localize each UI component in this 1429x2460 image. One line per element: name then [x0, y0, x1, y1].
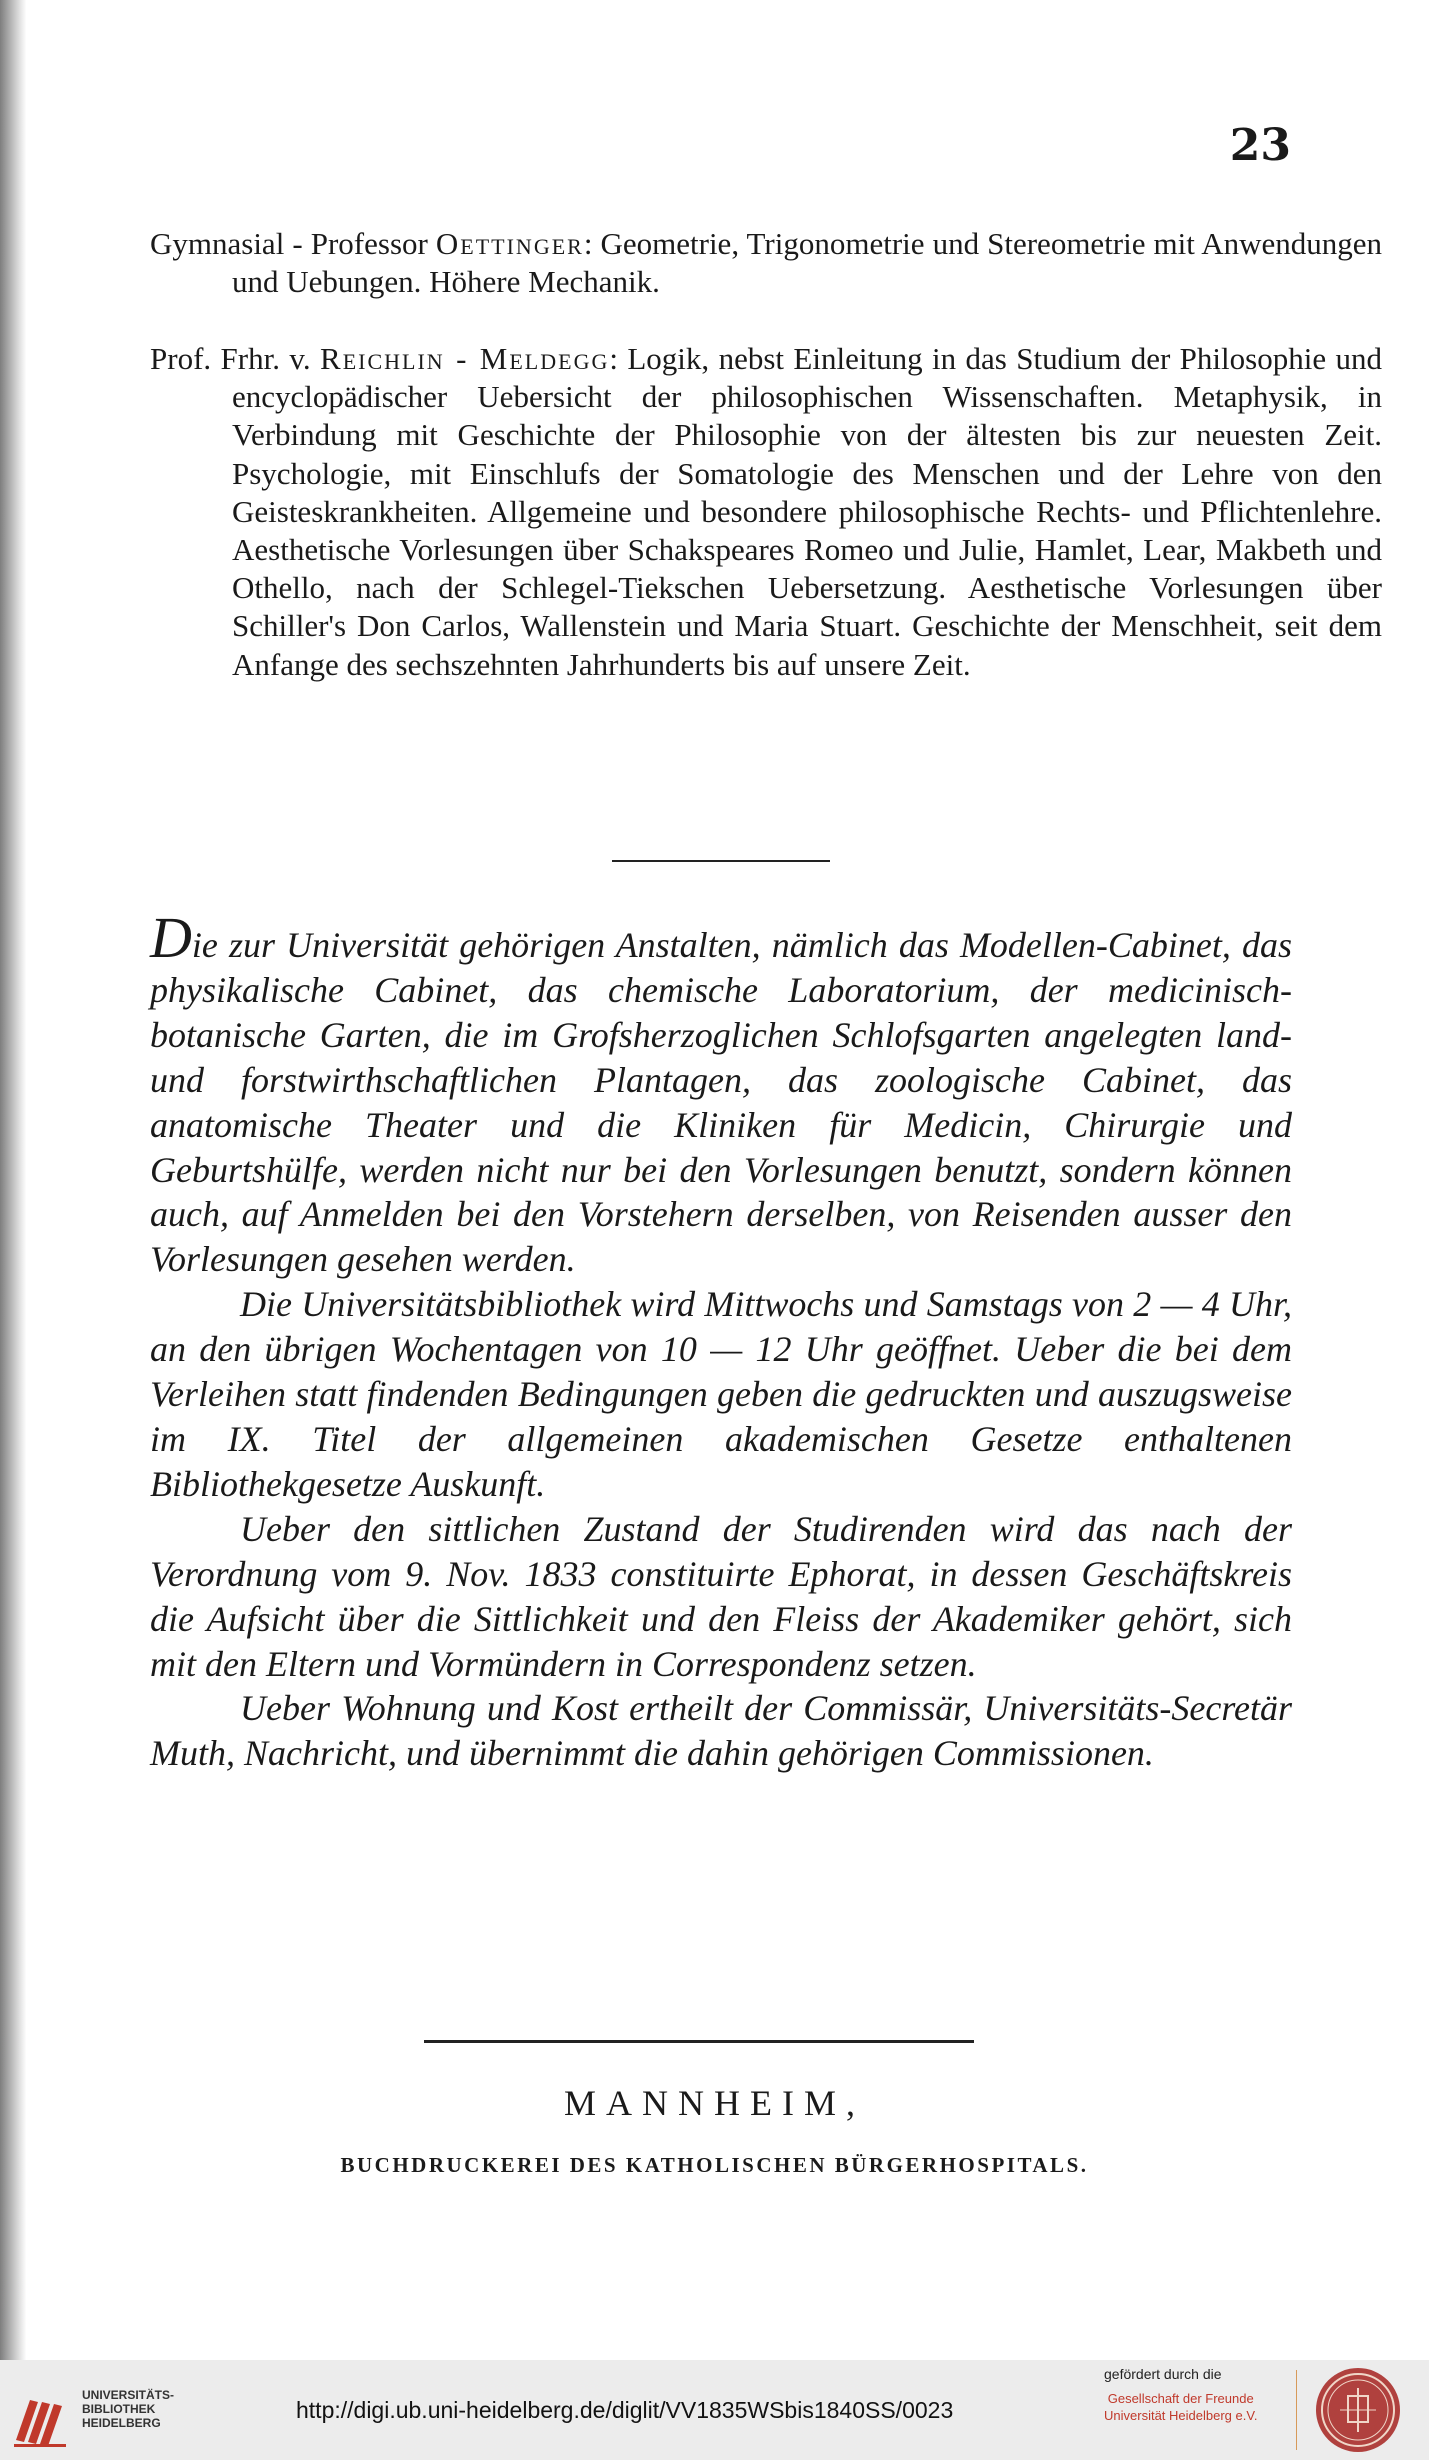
section-divider [612, 860, 830, 862]
paragraph-text: ie zur Universität gehörigen Anstalten, nämlich das Modellen-Cabinet, das physikalische Cabinet, das chemische Laboratorium, der medicinisch-botanische Garten, die im Grofsherzoglichen Schlofsgarten angelegten land- und forstwirthschaftlichen Plantagen, das zoologische Cabinet, das anatomische Theater und die Kliniken für Medicin, Chirurgie und Geburtshülfe, werden nicht nur bei den Vorlesungen benutzt, sondern können auch, auf Anmelden bei den Vorstehern derselben, von Reisenden ausser den Vorlesungen gesehen werden. [150, 925, 1292, 1280]
permalink-url[interactable]: http://digi.ub.uni-heidelberg.de/diglit/VV1835WSbis1840SS/0023 [296, 2397, 954, 2423]
closing-divider [424, 2040, 974, 2043]
university-seal-icon [1314, 2366, 1402, 2454]
scan-gutter [0, 0, 26, 2360]
library-book-stack-icon [12, 2370, 76, 2450]
viewer-footer [0, 2360, 1429, 2460]
library-name [82, 2388, 174, 2430]
paragraph [150, 905, 1292, 1282]
drop-cap: D [150, 905, 192, 970]
sponsor-prefix: gefördert durch die [1104, 2366, 1222, 2382]
library-name-line: HEIDELBERG [82, 2416, 161, 2430]
page-number: 23 [1229, 120, 1291, 171]
library-name-line: BIBLIOTHEK [82, 2402, 156, 2416]
lecture-entry [150, 340, 1382, 684]
lecture-entry [150, 225, 1382, 301]
imprint-city: MANNHEIM, [564, 2083, 865, 2123]
imprint-printer: BUCHDRUCKEREI DES KATHOLISCHEN BÜRGERHOSPITALS. [340, 2153, 1089, 2177]
paragraph: Ueber Wohnung und Kost ertheilt der Commissär, Universitäts-Secretär Muth, Nachricht, und übernimmt die dahin gehörigen Commissionen. [150, 1688, 1292, 1774]
entry-title: Prof. Frhr. v. [150, 341, 311, 376]
professor-name: Oettinger [435, 226, 584, 261]
sponsor-name [1104, 2390, 1257, 2424]
entry-text: : Logik, nebst Einleitung in das Studium der Philosophie und encyclopädischer Uebersicht der philosophischen Wissenschaften. Metaphysik, in Verbindung mit Geschichte der Philosophie von der ältesten bis zur neuesten Zeit. Psychologie, mit Einschlufs der Somatologie des Menschen und der Lehre von den Geisteskrankheiten. Allgemeine und besondere philosophische Rechts- und Pflichtenlehre. Aesthetische Vorlesungen über Schakspeares Romeo und Julie, Hamlet, Lear, Makbeth und Othello, nach der Schlegel-Tiekschen Uebersetzung. Aesthetische Vorlesungen über Schiller's Don Carlos, Wallenstein und Maria Stuart. Geschichte der Menschheit, seit dem Anfange des sechszehnten Jahrhunderts bis auf unsere Zeit. [232, 341, 1382, 682]
sponsor-name-line: Universität Heidelberg e.V. [1104, 2408, 1258, 2423]
institutions-text [150, 905, 1292, 1776]
paragraph: Ueber den sittlichen Zustand der Studirenden wird das nach der Verordnung vom 9. Nov. 1833 constituirte Ephorat, in dessen Geschäftskreis die Aufsicht über die Sittlichkeit und den Fleiss der Akademiker gehört, sich mit den Eltern und Vormündern in Correspondenz setzen. [150, 1508, 1292, 1684]
entry-title: Gymnasial - Professor [150, 226, 428, 261]
paragraph: Die Universitätsbibliothek wird Mittwochs und Samstags von 2 — 4 Uhr, an den übrigen Wochentagen von 10 — 12 Uhr geöffnet. Ueber die bei dem Verleihen statt findenden Bedingungen geben die gedruckten und auszugsweise im IX. Titel der allgemeinen akademischen Gesetze enthaltenen Bibliothekgesetze Auskunft. [150, 1284, 1292, 1504]
library-name-line: UNIVERSITÄTS- [82, 2388, 175, 2402]
entry-text: : Geometrie, Trigonometrie und Stereometrie mit Anwendungen und Uebungen. Höhere Mechanik. [232, 226, 1383, 300]
sponsor-name-line: Gesellschaft der Freunde [1107, 2391, 1254, 2406]
sponsor-divider [1296, 2370, 1297, 2450]
professor-name: Reichlin - Meldegg [320, 341, 610, 376]
